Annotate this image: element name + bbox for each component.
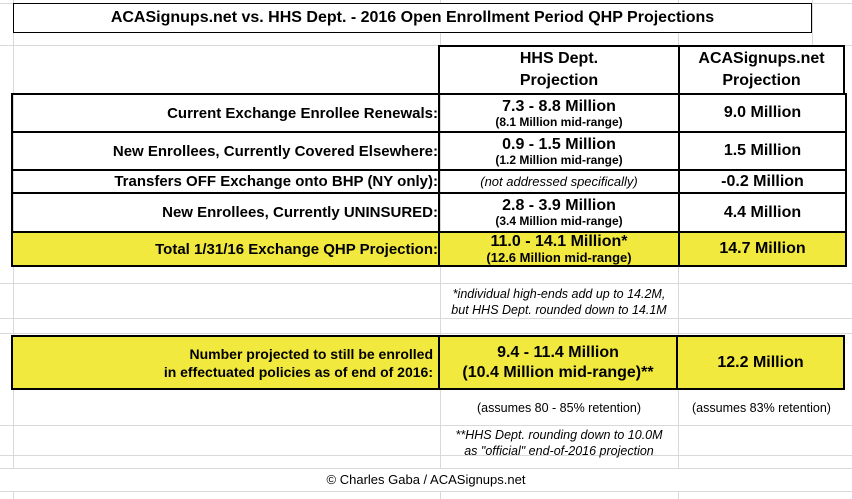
page-title: ACASignups.net vs. HHS Dept. - 2016 Open Enrollment Period QHP Projections bbox=[13, 3, 812, 33]
gridline bbox=[0, 455, 852, 456]
hhs-range: 0.9 - 1.5 Million bbox=[502, 135, 616, 153]
effectuated-label-line1: Number projected to still be enrolled bbox=[189, 345, 433, 362]
hhs-value-cell bbox=[439, 170, 679, 193]
aca-header-line2: Projection bbox=[722, 72, 801, 89]
aca-retention-note: (assumes 83% retention) bbox=[692, 401, 831, 415]
hhs-effectuated-range: 9.4 - 11.4 Million bbox=[497, 343, 619, 361]
aca-header-line1: ACASignups.net bbox=[698, 50, 825, 67]
effectuated-footnote bbox=[440, 427, 678, 459]
hhs-effectuated-midrange: (10.4 Million mid-range)** bbox=[462, 363, 654, 381]
hhs-total-midrange: (12.6 Million mid-range) bbox=[486, 250, 632, 265]
hhs-value-cell bbox=[439, 193, 679, 232]
total-footnote-line1: *individual high-ends add up to 14.2M, bbox=[452, 287, 666, 301]
table-row bbox=[12, 170, 846, 193]
hhs-retention-note: (assumes 80 - 85% retention) bbox=[477, 401, 641, 415]
aca-value-cell: 9.0 Million bbox=[679, 94, 846, 132]
projection-table bbox=[11, 93, 847, 267]
total-footnote-line2: but HHS Dept. rounded down to 14.1M bbox=[451, 303, 667, 317]
gridline bbox=[0, 333, 852, 334]
aca-value-cell: 1.5 Million bbox=[679, 132, 846, 170]
hhs-total-cell bbox=[439, 232, 679, 266]
gridline bbox=[0, 283, 852, 284]
gridline bbox=[0, 425, 852, 426]
hhs-total-range: 11.0 - 14.1 Million* bbox=[490, 233, 628, 250]
aca-value-cell: -0.2 Million bbox=[679, 170, 846, 193]
hhs-midrange: (1.2 Million mid-range) bbox=[495, 152, 623, 167]
table-row bbox=[12, 132, 846, 170]
total-footnote bbox=[440, 286, 678, 318]
row-label: New Enrollees, Currently UNINSURED: bbox=[12, 193, 439, 232]
gridline bbox=[0, 491, 852, 492]
effectuated-footnote-line1: **HHS Dept. rounding down to 10.0M bbox=[455, 428, 663, 442]
effectuated-footnote-line2: as "official" end-of-2016 projection bbox=[464, 444, 654, 458]
hhs-midrange: (8.1 Million mid-range) bbox=[495, 114, 623, 129]
hhs-value-cell bbox=[439, 94, 679, 132]
hhs-header-line1: HHS Dept. bbox=[519, 50, 599, 67]
effectuated-label-line2: in effectuated policies as of end of 2016: bbox=[163, 363, 433, 380]
aca-value-cell: 4.4 Million bbox=[679, 193, 846, 232]
hhs-effectuated-cell bbox=[438, 337, 676, 388]
gridline bbox=[812, 0, 813, 47]
gridline bbox=[0, 318, 852, 319]
hhs-range: 2.8 - 3.9 Million bbox=[502, 197, 616, 214]
hhs-not-addressed-note: (not addressed specifically) bbox=[480, 173, 638, 189]
row-label: Transfers OFF Exchange onto BHP (NY only): bbox=[12, 170, 439, 193]
hhs-range: 7.3 - 8.8 Million bbox=[502, 97, 616, 115]
copyright-footer: © Charles Gaba / ACASignups.net bbox=[0, 469, 852, 491]
total-row-label: Total 1/31/16 Exchange QHP Projection: bbox=[12, 232, 439, 266]
aca-column-header bbox=[678, 47, 843, 93]
effectuated-row bbox=[11, 335, 845, 390]
effectuated-row-label bbox=[13, 337, 438, 388]
aca-effectuated-cell: 12.2 Million bbox=[676, 337, 843, 388]
table-row bbox=[12, 94, 846, 132]
row-label: New Enrollees, Currently Covered Elsewhere: bbox=[12, 132, 439, 170]
row-label: Current Exchange Enrollee Renewals: bbox=[12, 94, 439, 132]
column-headers bbox=[438, 45, 845, 95]
table-row bbox=[12, 193, 846, 232]
aca-total-cell: 14.7 Million bbox=[679, 232, 846, 266]
hhs-value-cell bbox=[439, 132, 679, 170]
hhs-midrange: (3.4 Million mid-range) bbox=[495, 214, 623, 228]
total-row bbox=[12, 232, 846, 266]
hhs-column-header bbox=[440, 47, 678, 93]
hhs-header-line2: Projection bbox=[519, 72, 599, 89]
